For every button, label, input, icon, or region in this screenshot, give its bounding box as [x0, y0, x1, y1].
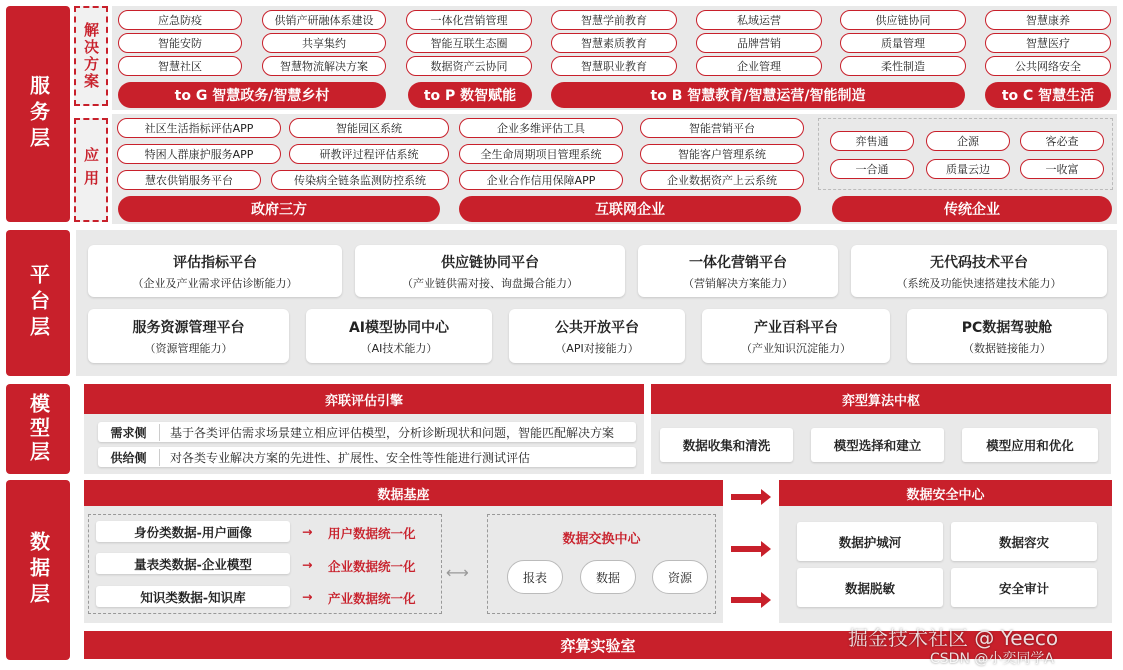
app-pill: 企源 [926, 131, 1010, 151]
demand-label: 需求侧 [98, 424, 160, 441]
service-layer-label: 服务层 [6, 6, 70, 222]
solution-pill: 智慧康养 [985, 10, 1111, 30]
app-pill: 客必查 [1020, 131, 1104, 151]
solution-pill: 柔性制造 [840, 56, 966, 76]
unify-label: 用户数据统一化 [328, 526, 416, 541]
platform-card: 服务资源管理平台 （资源管理能力） [88, 309, 289, 363]
platform-card: 无代码技术平台 （系统及功能快速搭建技术能力） [851, 245, 1107, 297]
solution-pill: 品牌营销 [696, 33, 822, 53]
app-pill: 特困人群康护服务APP [117, 144, 281, 164]
traditional-bar: 传统企业 [832, 196, 1112, 222]
red-arrow-icon [731, 494, 761, 500]
security-header: 数据安全中心 [779, 480, 1112, 506]
solution-pill: 数据资产云协同 [406, 56, 532, 76]
demand-row [98, 422, 636, 442]
red-arrow-icon [731, 546, 761, 552]
platform-card: AI模型协同中心 （AI技术能力） [306, 309, 492, 363]
arrow-icon: → [302, 524, 313, 539]
solution-pill: 智慧职业教育 [551, 56, 677, 76]
security-item: 数据容灾 [951, 522, 1097, 561]
data-layer-label: 数据层 [6, 480, 70, 660]
solution-pill: 企业管理 [696, 56, 822, 76]
app-pill: 弈售通 [830, 131, 914, 151]
solution-pill: 智慧学前教育 [551, 10, 677, 30]
red-arrow-icon [731, 597, 761, 603]
gov-bar: 政府三方 [118, 196, 440, 222]
platform-card: 评估指标平台 （企业及产业需求评估诊断能力） [88, 245, 342, 297]
engine-header: 弈联评估引擎 [84, 384, 644, 414]
algo-item: 数据收集和清洗 [660, 428, 793, 462]
apps-label: 应用 [74, 118, 108, 222]
platform-card: 产业百科平台 （产业知识沉淀能力） [702, 309, 890, 363]
model-layer-label: 模型层 [6, 384, 70, 474]
exchange-title: 数据交换中心 [562, 532, 641, 547]
unify-label: 产业数据统一化 [328, 591, 416, 606]
solution-pill: 质量管理 [840, 33, 966, 53]
app-pill: 企业数据资产上云系统 [640, 170, 804, 190]
solution-pill: 共享集约 [262, 33, 386, 53]
unify-label: 企业数据统一化 [328, 559, 416, 574]
solution-pill: 智能安防 [118, 33, 242, 53]
solution-pill: 应急防疫 [118, 10, 242, 30]
app-pill: 智能营销平台 [640, 118, 804, 138]
security-item: 安全审计 [951, 568, 1097, 607]
data-source: 身份类数据-用户画像 [96, 521, 290, 542]
platform-layer-label: 平台层 [6, 230, 70, 376]
to-c-bar: to C 智慧生活 [985, 82, 1111, 108]
algo-item: 模型应用和优化 [962, 428, 1098, 462]
to-b-bar: to B 智慧教育/智慧运营/智能制造 [551, 82, 965, 108]
app-pill: 智能客户管理系统 [640, 144, 804, 164]
solution-pill: 智慧素质教育 [551, 33, 677, 53]
watermark-juejin: 掘金技术社区 @ Yeeco [848, 626, 1059, 650]
solution-pill: 供应链协同 [840, 10, 966, 30]
internet-bar: 互联网企业 [459, 196, 801, 222]
app-pill: 社区生活指标评估APP [117, 118, 281, 138]
arrow-icon: → [302, 589, 313, 604]
supply-text: 对各类专业解决方案的先进性、扩展性、安全性等性能进行测试评估 [170, 450, 531, 465]
platform-card: 供应链协同平台 （产业链供需对接、询盘撮合能力） [355, 245, 625, 297]
data-base-header: 数据基座 [84, 480, 723, 506]
to-g-bar: to G 智慧政务/智慧乡村 [118, 82, 386, 108]
watermark-csdn: CSDN @小奕同学A [930, 651, 1054, 667]
app-pill: 慧农供销服务平台 [117, 170, 261, 190]
supply-label: 供给侧 [98, 449, 160, 466]
algo-item: 模型选择和建立 [811, 428, 944, 462]
exchange-item: 报表 [507, 560, 563, 594]
data-source: 知识类数据-知识库 [96, 586, 290, 607]
data-source: 量表类数据-企业模型 [96, 553, 290, 574]
solution-pill: 公共网络安全 [985, 56, 1111, 76]
app-pill: 一合通 [830, 159, 914, 179]
solution-pill: 一体化营销管理 [406, 10, 532, 30]
app-pill: 质量云边 [926, 159, 1010, 179]
app-pill: 企业多维评估工具 [459, 118, 623, 138]
supply-row [98, 447, 636, 467]
platform-card: 一体化营销平台 （营销解决方案能力） [638, 245, 838, 297]
lab-bar: 弈算实验室 [84, 631, 1112, 659]
solution-pill: 智慧医疗 [985, 33, 1111, 53]
security-item: 数据护城河 [797, 522, 943, 561]
app-pill: 传染病全链条监测防控系统 [271, 170, 449, 190]
traditional-apps-frame [818, 118, 1113, 190]
app-pill: 企业合作信用保障APP [459, 170, 623, 190]
solution-pill: 供销产研融体系建设 [262, 10, 386, 30]
app-pill: 研教评过程评估系统 [289, 144, 449, 164]
security-item: 数据脱敏 [797, 568, 943, 607]
arrow-icon: → [302, 557, 313, 572]
solution-pill: 智慧社区 [118, 56, 242, 76]
to-p-bar: to P 数智赋能 [408, 82, 532, 108]
app-pill: 一收富 [1020, 159, 1104, 179]
algo-header: 弈型算法中枢 [651, 384, 1111, 414]
solution-pill: 智慧物流解决方案 [262, 56, 386, 76]
solution-pill: 智能互联生态圈 [406, 33, 532, 53]
exchange-item: 数据 [580, 560, 636, 594]
bidirectional-arrow-icon: ⟷ [446, 563, 469, 582]
demand-text: 基于各类评估需求场景建立相应评估模型，分析诊断现状和问题，智能匹配解决方案 [170, 425, 615, 440]
solution-pill: 私域运营 [696, 10, 822, 30]
platform-card: 公共开放平台 （API对接能力） [509, 309, 685, 363]
exchange-item: 资源 [652, 560, 708, 594]
app-pill: 全生命周期项目管理系统 [459, 144, 623, 164]
app-pill: 智能园区系统 [289, 118, 449, 138]
solutions-label: 解决方案 [74, 6, 108, 106]
platform-card: PC数据驾驶舱 （数据链接能力） [907, 309, 1107, 363]
